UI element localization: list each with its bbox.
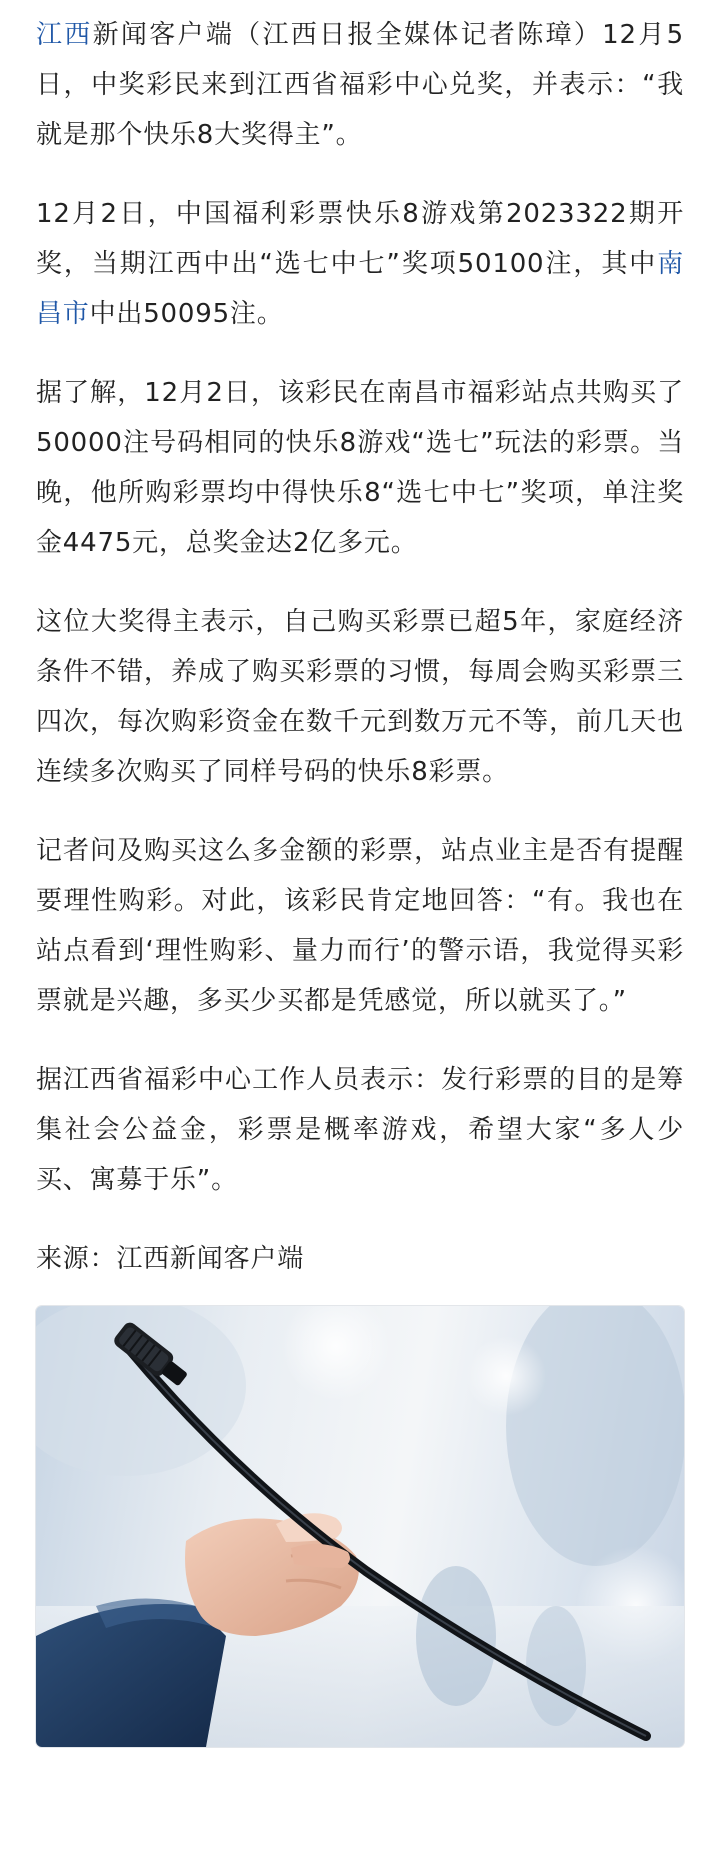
link-nanchang[interactable]: 南昌市: [36, 249, 684, 329]
article-photo[interactable]: [36, 1306, 684, 1747]
paragraph-2-text-after: 中出50095注。: [89, 299, 284, 329]
microphone-hand-illustration: [36, 1306, 684, 1747]
source-line: 来源：江西新闻客户端: [36, 1244, 305, 1274]
paragraph-1-text: 新闻客户端（江西日报全媒体记者陈璋）12月5日，中奖彩民来到江西省福彩中心兑奖，并表示：“我就是那个快乐8大奖得主”。: [36, 20, 684, 150]
link-jiangxi[interactable]: 江西: [36, 20, 93, 50]
paragraph-2-text-before: 12月2日，中国福利彩票快乐8游戏第2023322期开奖，当期江西中出“选七中七”奖项50100注，其中: [36, 199, 684, 279]
paragraph-6: 据江西省福彩中心工作人员表示：发行彩票的目的是筹集社会公益金，彩票是概率游戏，希望大家“多人少买、寓募于乐”。: [36, 1065, 684, 1195]
paragraph-1: [36, 10, 684, 160]
paragraph-5: 记者问及购买这么多金额的彩票，站点业主是否有提醒要理性购彩。对此，该彩民肯定地回答：“有。我也在站点看到‘理性购彩、量力而行’的警示语，我觉得买彩票就是兴趣，多买少买都是凭感觉，所以就买了。”: [36, 836, 684, 1016]
paragraph-2: [36, 189, 684, 339]
paragraph-4: 这位大奖得主表示，自己购买彩票已超5年，家庭经济条件不错，养成了购买彩票的习惯，每周会购买彩票三四次，每次购彩资金在数千元到数万元不等，前几天也连续多次购买了同样号码的快乐8彩票。: [36, 607, 684, 787]
paragraph-3: 据了解，12月2日，该彩民在南昌市福彩站点共购买了50000注号码相同的快乐8游戏“选七”玩法的彩票。当晚，他所购彩票均中得快乐8“选七中七”奖项，单注奖金4475元，总奖金达2亿多元。: [36, 378, 684, 558]
